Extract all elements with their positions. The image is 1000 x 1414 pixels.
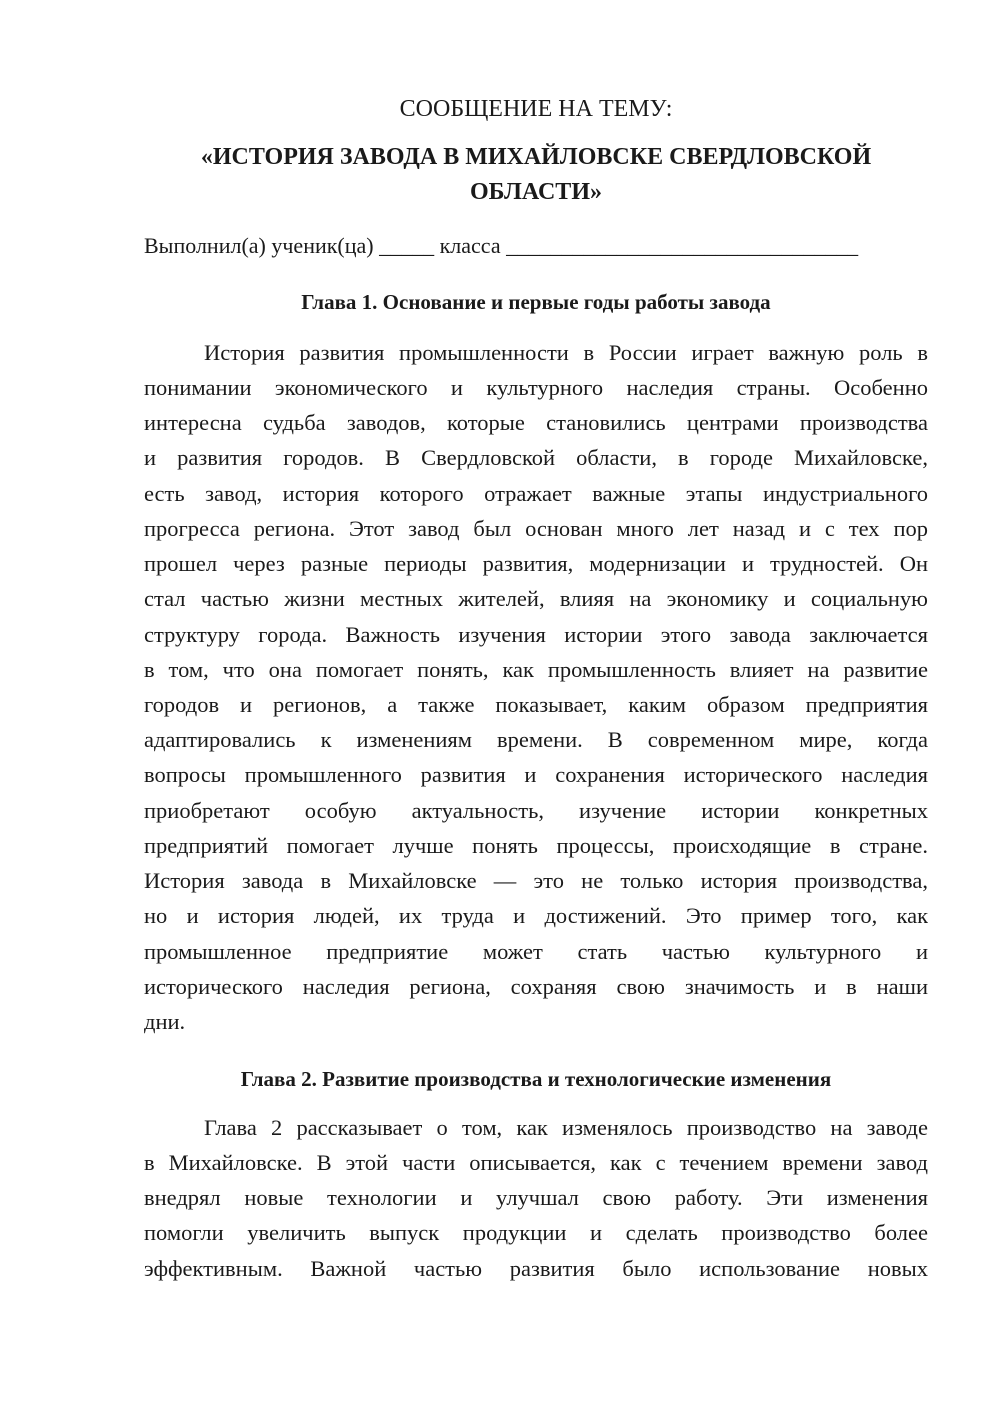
author-line: Выполнил(а) ученик(ца) _____ класса ________________________________ — [144, 233, 859, 258]
chapter-1-line: История развития промышленности в России играет важную роль в — [204, 340, 928, 365]
chapter-2-line: Глава 2 рассказывает о том, как изменялось производство на заводе — [204, 1115, 928, 1140]
chapter-1-line: адаптировались к изменениям времени. В современном мире, когда — [144, 727, 928, 752]
chapter-1-line: приобретают особую актуальность, изучение истории конкретных — [144, 798, 928, 823]
chapter-1-line: вопросы промышленного развития и сохранения исторического наследия — [144, 762, 928, 787]
chapter-1-line: и развития городов. В Свердловской области, в городе Михайловске, — [144, 445, 928, 470]
chapter-1-line: прогресса региона. Этот завод был основан много лет назад и с тех пор — [144, 516, 928, 541]
chapter-2-line: внедрял новые технологии и улучшал свою работу. Эти изменения — [144, 1185, 928, 1210]
chapter-1-line: стал частью жизни местных жителей, влияя на экономику и социальную — [144, 586, 928, 611]
document-title-line-1: «ИСТОРИЯ ЗАВОДА В МИХАЙЛОВСКЕ СВЕРДЛОВСКОЙ — [200, 144, 872, 170]
chapter-1-line: прошел через разные периоды развития, модернизации и трудностей. Он — [144, 551, 928, 576]
chapter-1-line: понимании экономического и культурного наследия страны. Особенно — [144, 375, 928, 400]
chapter-1-line: в том, что она помогает понять, как промышленность влияет на развитие — [144, 657, 928, 682]
document-heading: СООБЩЕНИЕ НА ТЕМУ: — [399, 96, 673, 122]
chapter-1-line: но и история людей, их труда и достижений. Это пример того, как — [144, 903, 928, 928]
chapter-1-line: структуру города. Важность изучения истории этого завода заключается — [144, 622, 928, 647]
document-title-line-2: ОБЛАСТИ» — [470, 179, 602, 205]
chapter-1-line: есть завод, история которого отражает важные этапы индустриального — [144, 481, 928, 506]
chapter-1-line: интересна судьба заводов, которые становились центрами производства — [144, 410, 928, 435]
chapter-1-line: История завода в Михайловске — это не только история производства, — [144, 868, 928, 893]
chapter-2-title: Глава 2. Развитие производства и технологические изменения — [240, 1067, 832, 1091]
chapter-2-line: эффективным. Важной частью развития было использование новых — [144, 1256, 928, 1281]
chapter-1-line: промышленное предприятие может стать частью культурного и — [144, 939, 928, 964]
chapter-1-line: предприятий помогает лучше понять процессы, происходящие в стране. — [144, 833, 928, 858]
chapter-2-line: помогли увеличить выпуск продукции и сделать производство более — [144, 1220, 928, 1245]
chapter-1-line: дни. — [144, 1009, 186, 1034]
chapter-2-line: в Михайловске. В этой части описывается, как с течением времени завод — [144, 1150, 928, 1175]
chapter-1-line: исторического наследия региона, сохраняя свою значимость и в наши — [144, 974, 928, 999]
chapter-1-line: городов и регионов, а также показывает, каким образом предприятия — [144, 692, 928, 717]
chapter-1-title: Глава 1. Основание и первые годы работы завода — [301, 290, 771, 314]
